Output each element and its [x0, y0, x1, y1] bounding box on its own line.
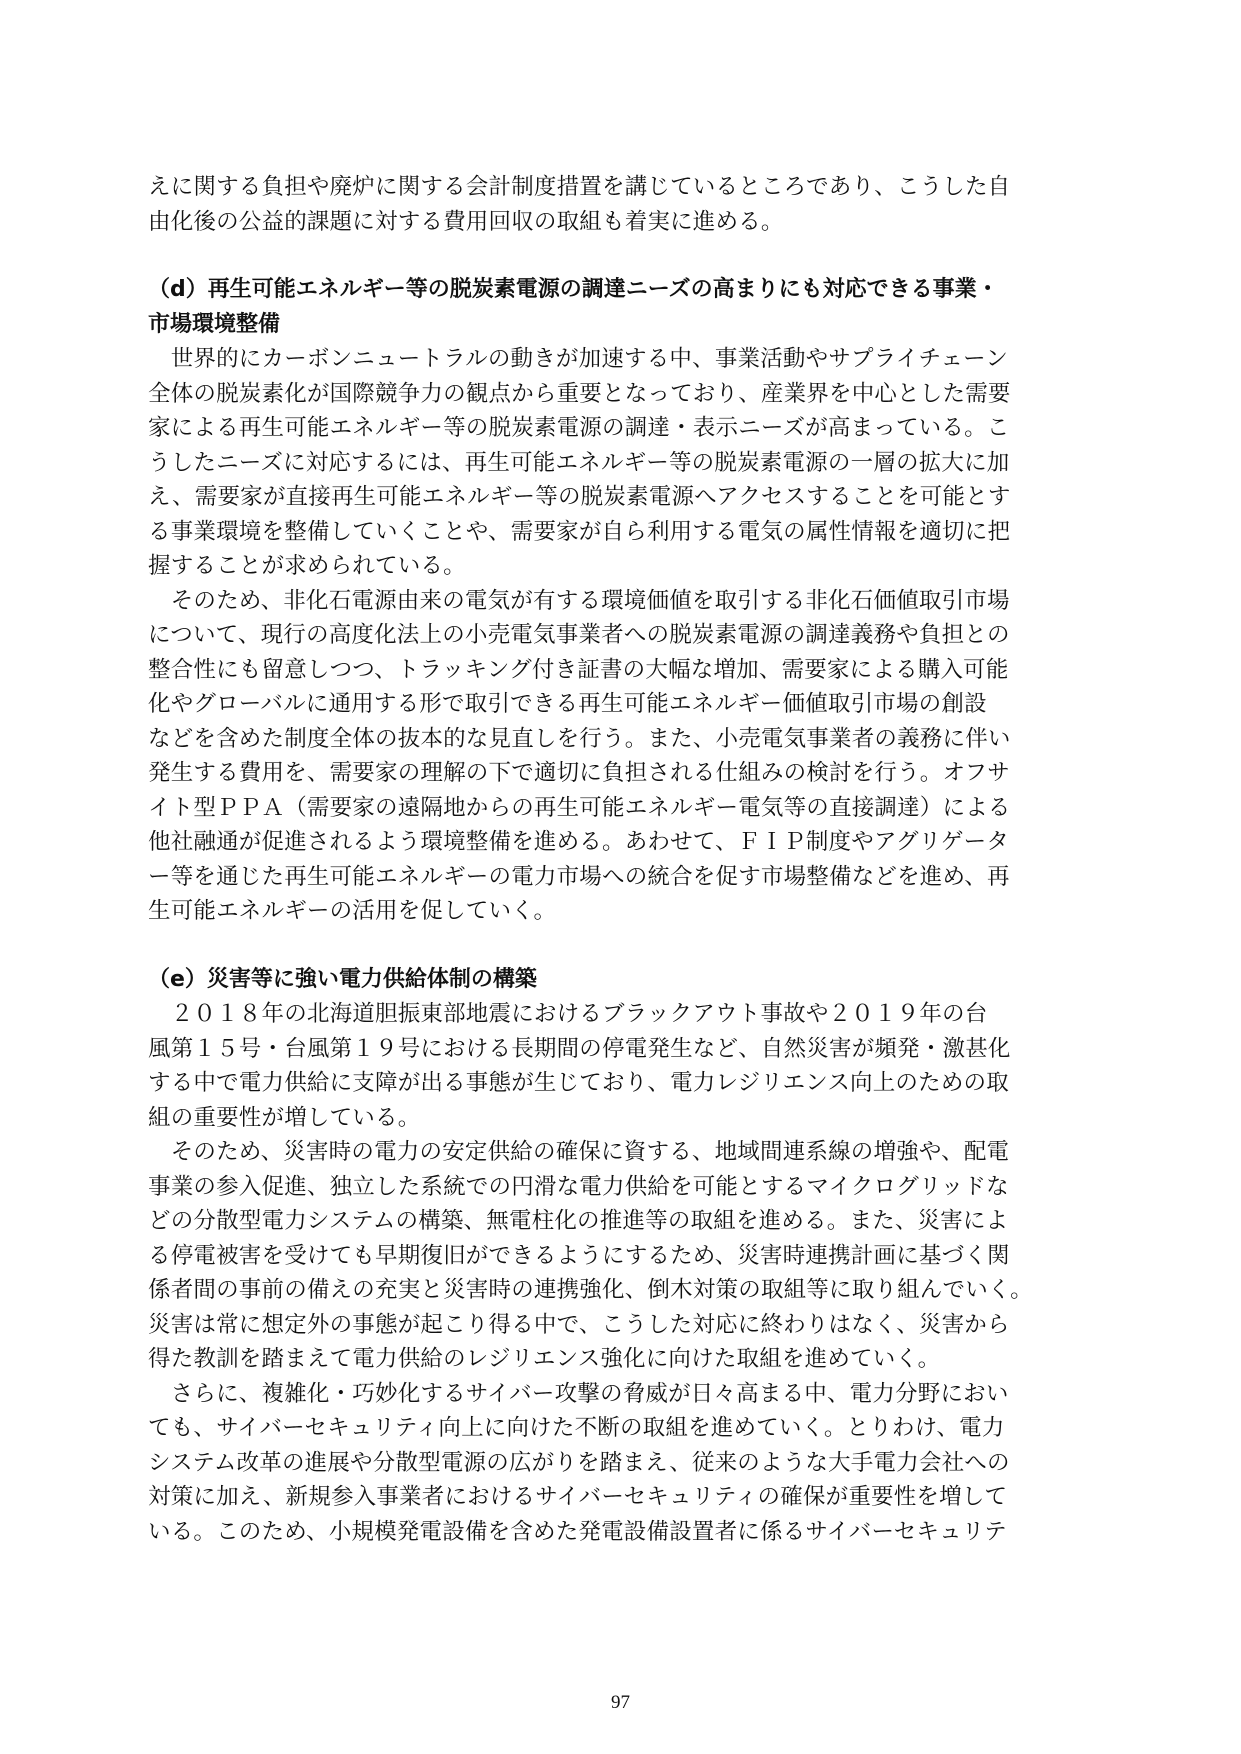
- document-body: [148, 170, 1098, 1549]
- text-line: え、需要家が直接再生可能エネルギー等の脱炭素電源へアクセスすることを可能とす: [148, 484, 1011, 510]
- section-d-paragraph-2: [148, 584, 1098, 929]
- section-d-heading: （d）再生可能エネルギー等の脱炭素電源の調達ニーズの高まりにも対応できる事業・: [148, 277, 999, 302]
- text-line: 家による再生可能エネルギー等の脱炭素電源の調達・表示ニーズが高まっている。こ: [148, 415, 1010, 441]
- text-line: する中で電力供給に支障が出る事態が生じており、電力レジリエンス向上のための取: [148, 1070, 1009, 1096]
- text-line: る停電被害を受けても早期復旧ができるようにするため、災害時連携計画に基づく関: [148, 1242, 1010, 1269]
- section-d-heading: 市場環境整備: [148, 311, 281, 337]
- section-e: [148, 963, 1098, 1550]
- text-line: 生可能エネルギーの活用を促していく。: [148, 898, 557, 924]
- text-line: 災害は常に想定外の事態が起こり得る中で、こうした対応に終わりはなく、災害から: [148, 1311, 1010, 1338]
- page-number: 97: [611, 1692, 630, 1713]
- text-line: などを含めた制度全体の抜本的な見直しを行う。また、小売電気事業者の義務に伴い: [148, 725, 1011, 752]
- text-line: システム改革の進展や分散型電源の広がりを踏まえ、従来のような大手電力会社への: [148, 1449, 1010, 1476]
- section-e-paragraph-2: [148, 1135, 1098, 1377]
- section-d: [148, 273, 1098, 929]
- text-line: 整合性にも留意しつつ、トラッキング付き証書の大幅な増加、需要家による購入可能: [148, 656, 1009, 683]
- section-e-paragraph-1: [148, 997, 1098, 1135]
- section-e-heading: （e）災害等に強い電力供給体制の構築: [148, 966, 537, 992]
- text-line: 組の重要性が増している。: [148, 1104, 421, 1131]
- text-line: 由化後の公益的課題に対する費用回収の取組も着実に進める。: [148, 208, 784, 235]
- text-line: 化やグローバルに通用する形で取引できる再生可能エネルギー価値取引市場の創設: [148, 691, 987, 717]
- text-line: 握することが求められている。: [148, 553, 466, 579]
- text-line: イト型ＰＰＡ（需要家の遠隔地からの再生可能エネルギー電気等の直接調達）による: [148, 794, 1011, 821]
- text-line: る事業環境を整備していくことや、需要家が自ら利用する電気の属性情報を適切に把: [148, 518, 1011, 545]
- intro-paragraph: [148, 170, 1098, 239]
- text-line: 事業の参入促進、独立した系統での円滑な電力供給を可能とするマイクログリッドな: [148, 1173, 1009, 1200]
- text-line: どの分散型電力システムの構築、無電柱化の推進等の取組を進める。また、災害によ: [148, 1208, 1009, 1234]
- text-line: について、現行の高度化法上の小売電気事業者への脱炭素電源の調達義務や負担との: [148, 622, 1010, 648]
- text-line: そのため、災害時の電力の安定供給の確保に資する、地域間連系線の増強や、配電: [148, 1139, 1010, 1165]
- section-d-paragraph-1: [148, 342, 1098, 584]
- text-line: ー等を通じた再生可能エネルギーの電力市場への統合を促す市場整備などを進め、再: [148, 863, 1010, 890]
- text-line: 他社融通が促進されるよう環境整備を進める。あわせて、ＦＩＰ制度やアグリゲータ: [148, 829, 1010, 855]
- text-line: 風第１５号・台風第１９号における長期間の停電発生など、自然災害が頻発・激甚化: [148, 1035, 1011, 1062]
- text-line: 係者間の事前の備えの充実と災害時の連携強化、倒木対策の取組等に取り組んでいく。: [148, 1277, 1033, 1303]
- text-line: ても、サイバーセキュリティ向上に向けた不断の取組を進めていく。とりわけ、電力: [148, 1415, 1005, 1441]
- text-line: さらに、複雑化・巧妙化するサイバー攻撃の脅威が日々高まる中、電力分野におい: [148, 1380, 1009, 1407]
- section-e-paragraph-3: [148, 1377, 1098, 1550]
- text-line: 世界的にカーボンニュートラルの動きが加速する中、事業活動やサプライチェーン: [148, 346, 1009, 372]
- text-line: うしたニーズに対応するには、再生可能エネルギー等の脱炭素電源の一層の拡大に加: [148, 449, 1010, 476]
- text-line: えに関する負担や廃炉に関する会計制度措置を講じているところであり、こうした自: [148, 174, 1011, 200]
- spacer: [148, 239, 1098, 273]
- text-line: そのため、非化石電源由来の電気が有する環境価値を取引する非化石価値取引市場: [148, 587, 1010, 614]
- text-line: 対策に加え、新規参入事業者におけるサイバーセキュリティの確保が重要性を増して: [148, 1484, 1008, 1510]
- text-line: いる。このため、小規模発電設備を含めた発電設備設置者に係るサイバーセキュリテ: [148, 1518, 1007, 1545]
- text-line: 全体の脱炭素化が国際競争力の観点から重要となっており、産業界を中心とした需要: [148, 380, 1011, 407]
- text-line: 得た教訓を踏まえて電力供給のレジリエンス強化に向けた取組を進めていく。: [148, 1346, 941, 1372]
- text-line: 発生する費用を、需要家の理解の下で適切に負担される仕組みの検討を行う。オフサ: [148, 760, 1010, 786]
- text-line: ２０１８年の北海道胆振東部地震におけるブラックアウト事故や２０１９年の台: [148, 1001, 988, 1027]
- spacer: [148, 929, 1098, 963]
